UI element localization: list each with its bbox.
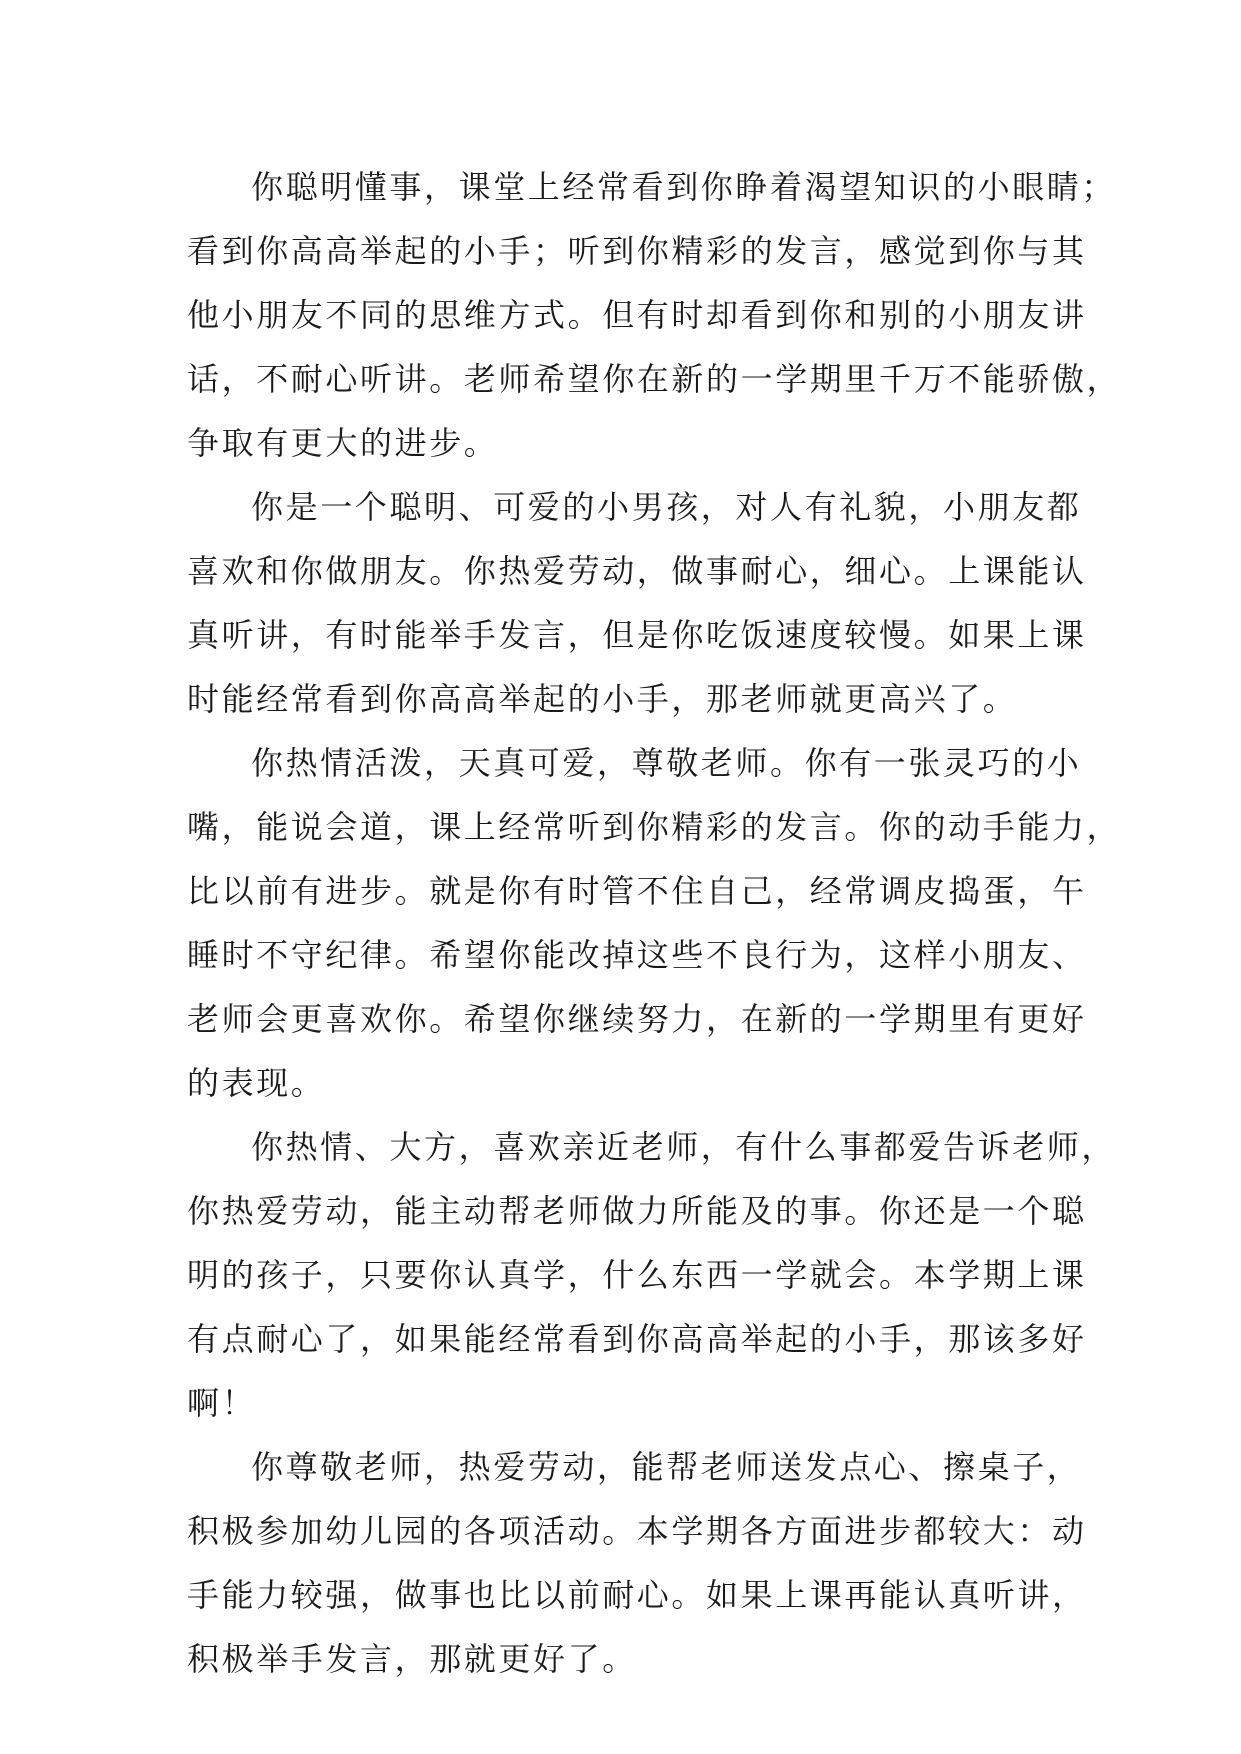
paragraph-line: 啊！ — [187, 1384, 257, 1422]
paragraph-line: 老师会更喜欢你。希望你继续努力，在新的一学期里有更好 — [187, 1000, 1087, 1038]
paragraph-line: 明的孩子，只要你认真学，什么东西一学就会。本学期上课 — [187, 1256, 1087, 1294]
paragraph-line: 你热爱劳动，能主动帮老师做力所能及的事。你还是一个聪 — [187, 1192, 1087, 1230]
paragraph-line: 睡时不守纪律。希望你能改掉这些不良行为，这样小朋友、 — [187, 936, 1087, 974]
paragraph-line: 比以前有进步。就是你有时管不住自己，经常调皮捣蛋，午 — [187, 872, 1087, 910]
paragraph-line: 你聪明懂事，课堂上经常看到你睁着渴望知识的小眼睛； — [251, 168, 1117, 206]
paragraph-line: 他小朋友不同的思维方式。但有时却看到你和别的小朋友讲 — [187, 296, 1087, 334]
paragraph-line: 有点耐心了，如果能经常看到你高高举起的小手，那该多好 — [187, 1320, 1087, 1358]
paragraph-line: 看到你高高举起的小手；听到你精彩的发言，感觉到你与其 — [187, 232, 1087, 270]
comment-paragraph-4 — [187, 1115, 1117, 1435]
comment-paragraph-1 — [187, 155, 1122, 475]
paragraph-line: 争取有更大的进步。 — [187, 424, 499, 462]
paragraph-line: 积极举手发言，那就更好了。 — [187, 1640, 637, 1678]
comment-paragraph-5 — [187, 1435, 1087, 1691]
paragraph-line: 积极参加幼儿园的各项活动。本学期各方面进步都较大：动 — [187, 1512, 1087, 1550]
paragraph-line: 你热情活泼，天真可爱，尊敬老师。你有一张灵巧的小 — [251, 744, 1082, 782]
paragraph-line: 真听讲，有时能举手发言，但是你吃饭速度较慢。如果上课 — [187, 616, 1087, 654]
document-body — [187, 155, 1122, 1691]
comment-paragraph-3 — [187, 731, 1122, 1115]
paragraph-line: 喜欢和你做朋友。你热爱劳动，做事耐心，细心。上课能认 — [187, 552, 1087, 590]
paragraph-line: 你尊敬老师，热爱劳动，能帮老师送发点心、擦桌子， — [251, 1448, 1082, 1486]
paragraph-line: 话，不耐心听讲。老师希望你在新的一学期里千万不能骄傲， — [187, 360, 1122, 398]
paragraph-line: 时能经常看到你高高举起的小手，那老师就更高兴了。 — [187, 680, 1018, 718]
paragraph-line: 的表现。 — [187, 1064, 326, 1102]
paragraph-line: 嘴，能说会道，课上经常听到你精彩的发言。你的动手能力， — [187, 808, 1122, 846]
comment-paragraph-2 — [187, 475, 1087, 731]
paragraph-line: 你是一个聪明、可爱的小男孩，对人有礼貌，小朋友都 — [251, 488, 1082, 526]
paragraph-line: 手能力较强，做事也比以前耐心。如果上课再能认真听讲， — [187, 1576, 1087, 1614]
paragraph-line: 你热情、大方，喜欢亲近老师，有什么事都爱告诉老师， — [251, 1128, 1117, 1166]
